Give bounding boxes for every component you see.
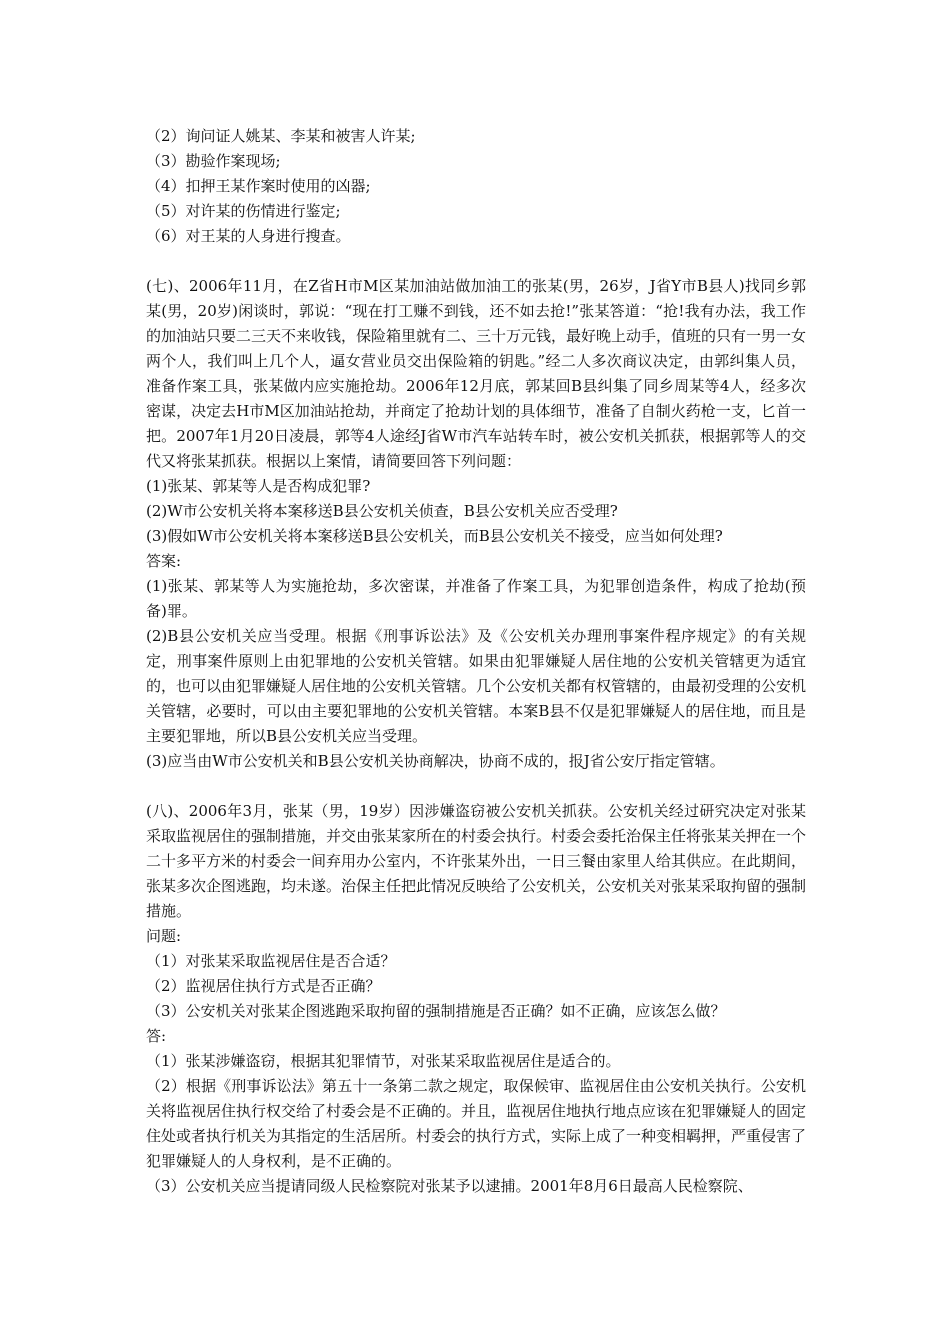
case7-answer-label: 答案: xyxy=(146,552,182,570)
case8-question-2: （2）监视居住执行方式是否正确？ xyxy=(146,977,381,995)
case7-question-1: (1)张某、郭某等人是否构成犯罪? xyxy=(146,477,371,495)
case7-intro: (七)、2006年11月，在Z省H市M区某加油站做加油工的张某(男，26岁，J省Y市B县人)找同乡郭某(男，20岁)闲谈时，郭说：“现在打工赚不到钱，还不如去抢!”张某答道：“抢!我有办法，我工作的加油站只要二三天不来收钱，保险箱里就有二、三十万元钱，最好晚上动手，值班的只有一男一女两个人，我们叫上几个人，逼女营业员交出保险箱的钥匙。”经二人多次商议决定，由郭纠集人员，准备作案工具，张某做内应实施抢劫。2006年12月底，郭某回B县纠集了同乡周某等4人，经多次密谋，决定去H市M区加油站抢劫，并商定了抢劫计划的具体细节，准备了自制火药枪一支，匕首一把。2007年1月20日凌晨，郭等4人途经J省W市汽车站转车时，被公安机关抓获，根据郭等人的交代又将张某抓获。根据以上案情，请简要回答下列问题： xyxy=(146,277,807,470)
case8-question-1: （1）对张某采取监视居住是否合适？ xyxy=(146,952,396,970)
case8-intro: (八)、2006年3月，张某（男，19岁）因涉嫌盗窃被公安机关抓获。公安机关经过研究决定对张某采取监视居住的强制措施，并交由张某家所在的村委会执行。村委会委托治保主任将张某关押在一个二十多平方米的村委会一间弃用办公室内，不许张某外出，一日三餐由家里人给其供应。在此期间，张某多次企图逃跑，均未遂。治保主任把此情况反映给了公安机关，公安机关对张某采取拘留的强制措施。 xyxy=(146,802,807,920)
case7-answer-1: (1)张某、郭某等人为实施抢劫，多次密谋，并准备了作案工具，为犯罪创造条件，构成了抢劫(预备)罪。 xyxy=(146,577,806,620)
list-item-4: （4）扣押王某作案时使用的凶器; xyxy=(146,177,371,195)
list-item-3: （3）勘验作案现场; xyxy=(146,152,281,170)
case8-answer-2: （2）根据《刑事诉讼法》第五十一条第二款之规定，取保候审、监视居住由公安机关执行。公安机关将监视居住执行权交给了村委会是不正确的。并且，监视居住地执行地点应该在犯罪嫌疑人的固定住处或者执行机关为其指定的生活居所。村委会的执行方式，实际上成了一种变相羁押，严重侵害了犯罪嫌疑人的人身权利，是不正确的。 xyxy=(146,1077,807,1170)
list-item-2: （2）询问证人姚某、李某和被害人许某; xyxy=(146,127,416,145)
case8-answer-1: （1）张某涉嫌盗窃，根据其犯罪情节，对张某采取监视居住是适合的。 xyxy=(146,1052,621,1070)
case8-answer-label: 答: xyxy=(146,1027,167,1045)
case8-question-3: （3）公安机关对张某企图逃跑采取拘留的强制措施是否正确？如不正确，应该怎么做？ xyxy=(146,1002,726,1020)
list-item-5: （5）对许某的伤情进行鉴定; xyxy=(146,202,341,220)
case7-question-3: (3)假如W市公安机关将本案移送B县公安机关，而B县公安机关不接受，应当如何处理? xyxy=(146,527,723,545)
list-item-6: （6）对王某的人身进行搜查。 xyxy=(146,227,351,245)
case7-answer-3: (3)应当由W市公安机关和B县公安机关协商解决，协商不成的，报J省公安厅指定管辖。 xyxy=(146,752,725,770)
paragraph-spacer xyxy=(146,249,806,274)
document-body xyxy=(146,124,806,1199)
case8-answer-3: （3）公安机关应当提请同级人民检察院对张某予以逮捕。2001年8月6日最高人民检察院、 xyxy=(146,1177,753,1195)
case7-question-2: (2)W市公安机关将本案移送B县公安机关侦查，B县公安机关应否受理? xyxy=(146,502,618,520)
paragraph-spacer xyxy=(146,774,806,799)
case7-answer-2: (2)B县公安机关应当受理。根据《刑事诉讼法》及《公安机关办理刑事案件程序规定》的有关规定，刑事案件原则上由犯罪地的公安机关管辖。如果由犯罪嫌疑人居住地的公安机关管辖更为适宜的，也可以由犯罪嫌疑人居住地的公安机关管辖。几个公安机关都有权管辖的，由最初受理的公安机关管辖，必要时，可以由主要犯罪地的公安机关管辖。本案B县不仅是犯罪嫌疑人的居住地，而且是主要犯罪地，所以B县公安机关应当受理。 xyxy=(146,627,807,745)
case8-question-label: 问题: xyxy=(146,927,182,945)
